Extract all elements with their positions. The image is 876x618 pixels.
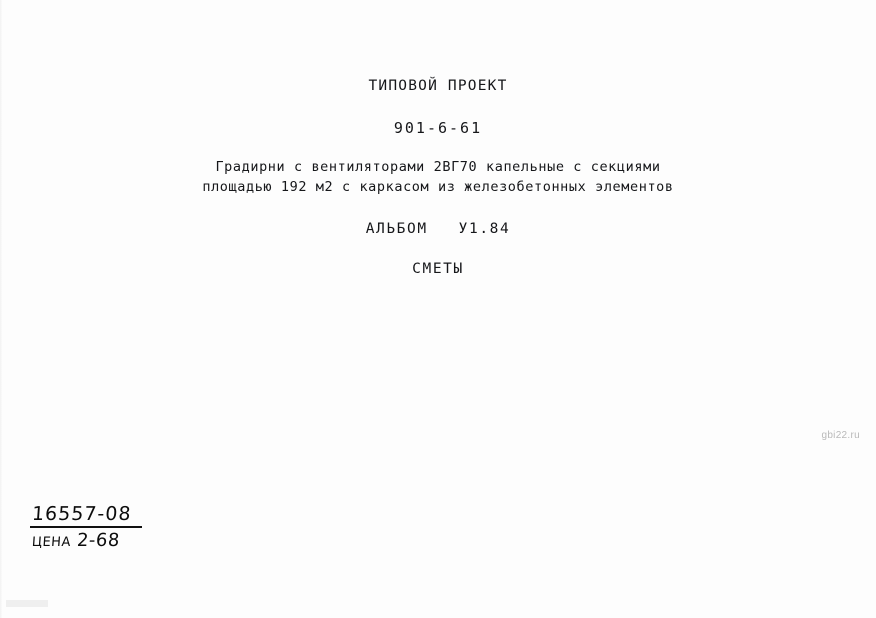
section-label: СМЕТЫ (412, 261, 464, 277)
project-code: 901-6-61 (393, 119, 483, 137)
stamp-underline (30, 526, 142, 528)
price-label: ЦЕНА (31, 535, 72, 550)
project-description-line-1: Градирни с вентиляторами 2ВГ70 капельные с секциями (215, 159, 661, 175)
project-type-label: ТИПОВОЙ ПРОЕКТ (368, 78, 508, 94)
inventory-number: 16557-08 (31, 503, 133, 525)
album-label: АЛЬБОМ У1.84 (365, 221, 511, 237)
project-description-line-2: площадью 192 м2 с каркасом из железобетонных элементов (202, 179, 674, 195)
scan-artifact (6, 600, 48, 607)
title-block (0, 78, 876, 277)
price-value: 2-68 (76, 530, 121, 551)
inventory-stamp (28, 503, 142, 551)
price-row (27, 530, 142, 551)
watermark-text: gbi22.ru (821, 430, 860, 441)
